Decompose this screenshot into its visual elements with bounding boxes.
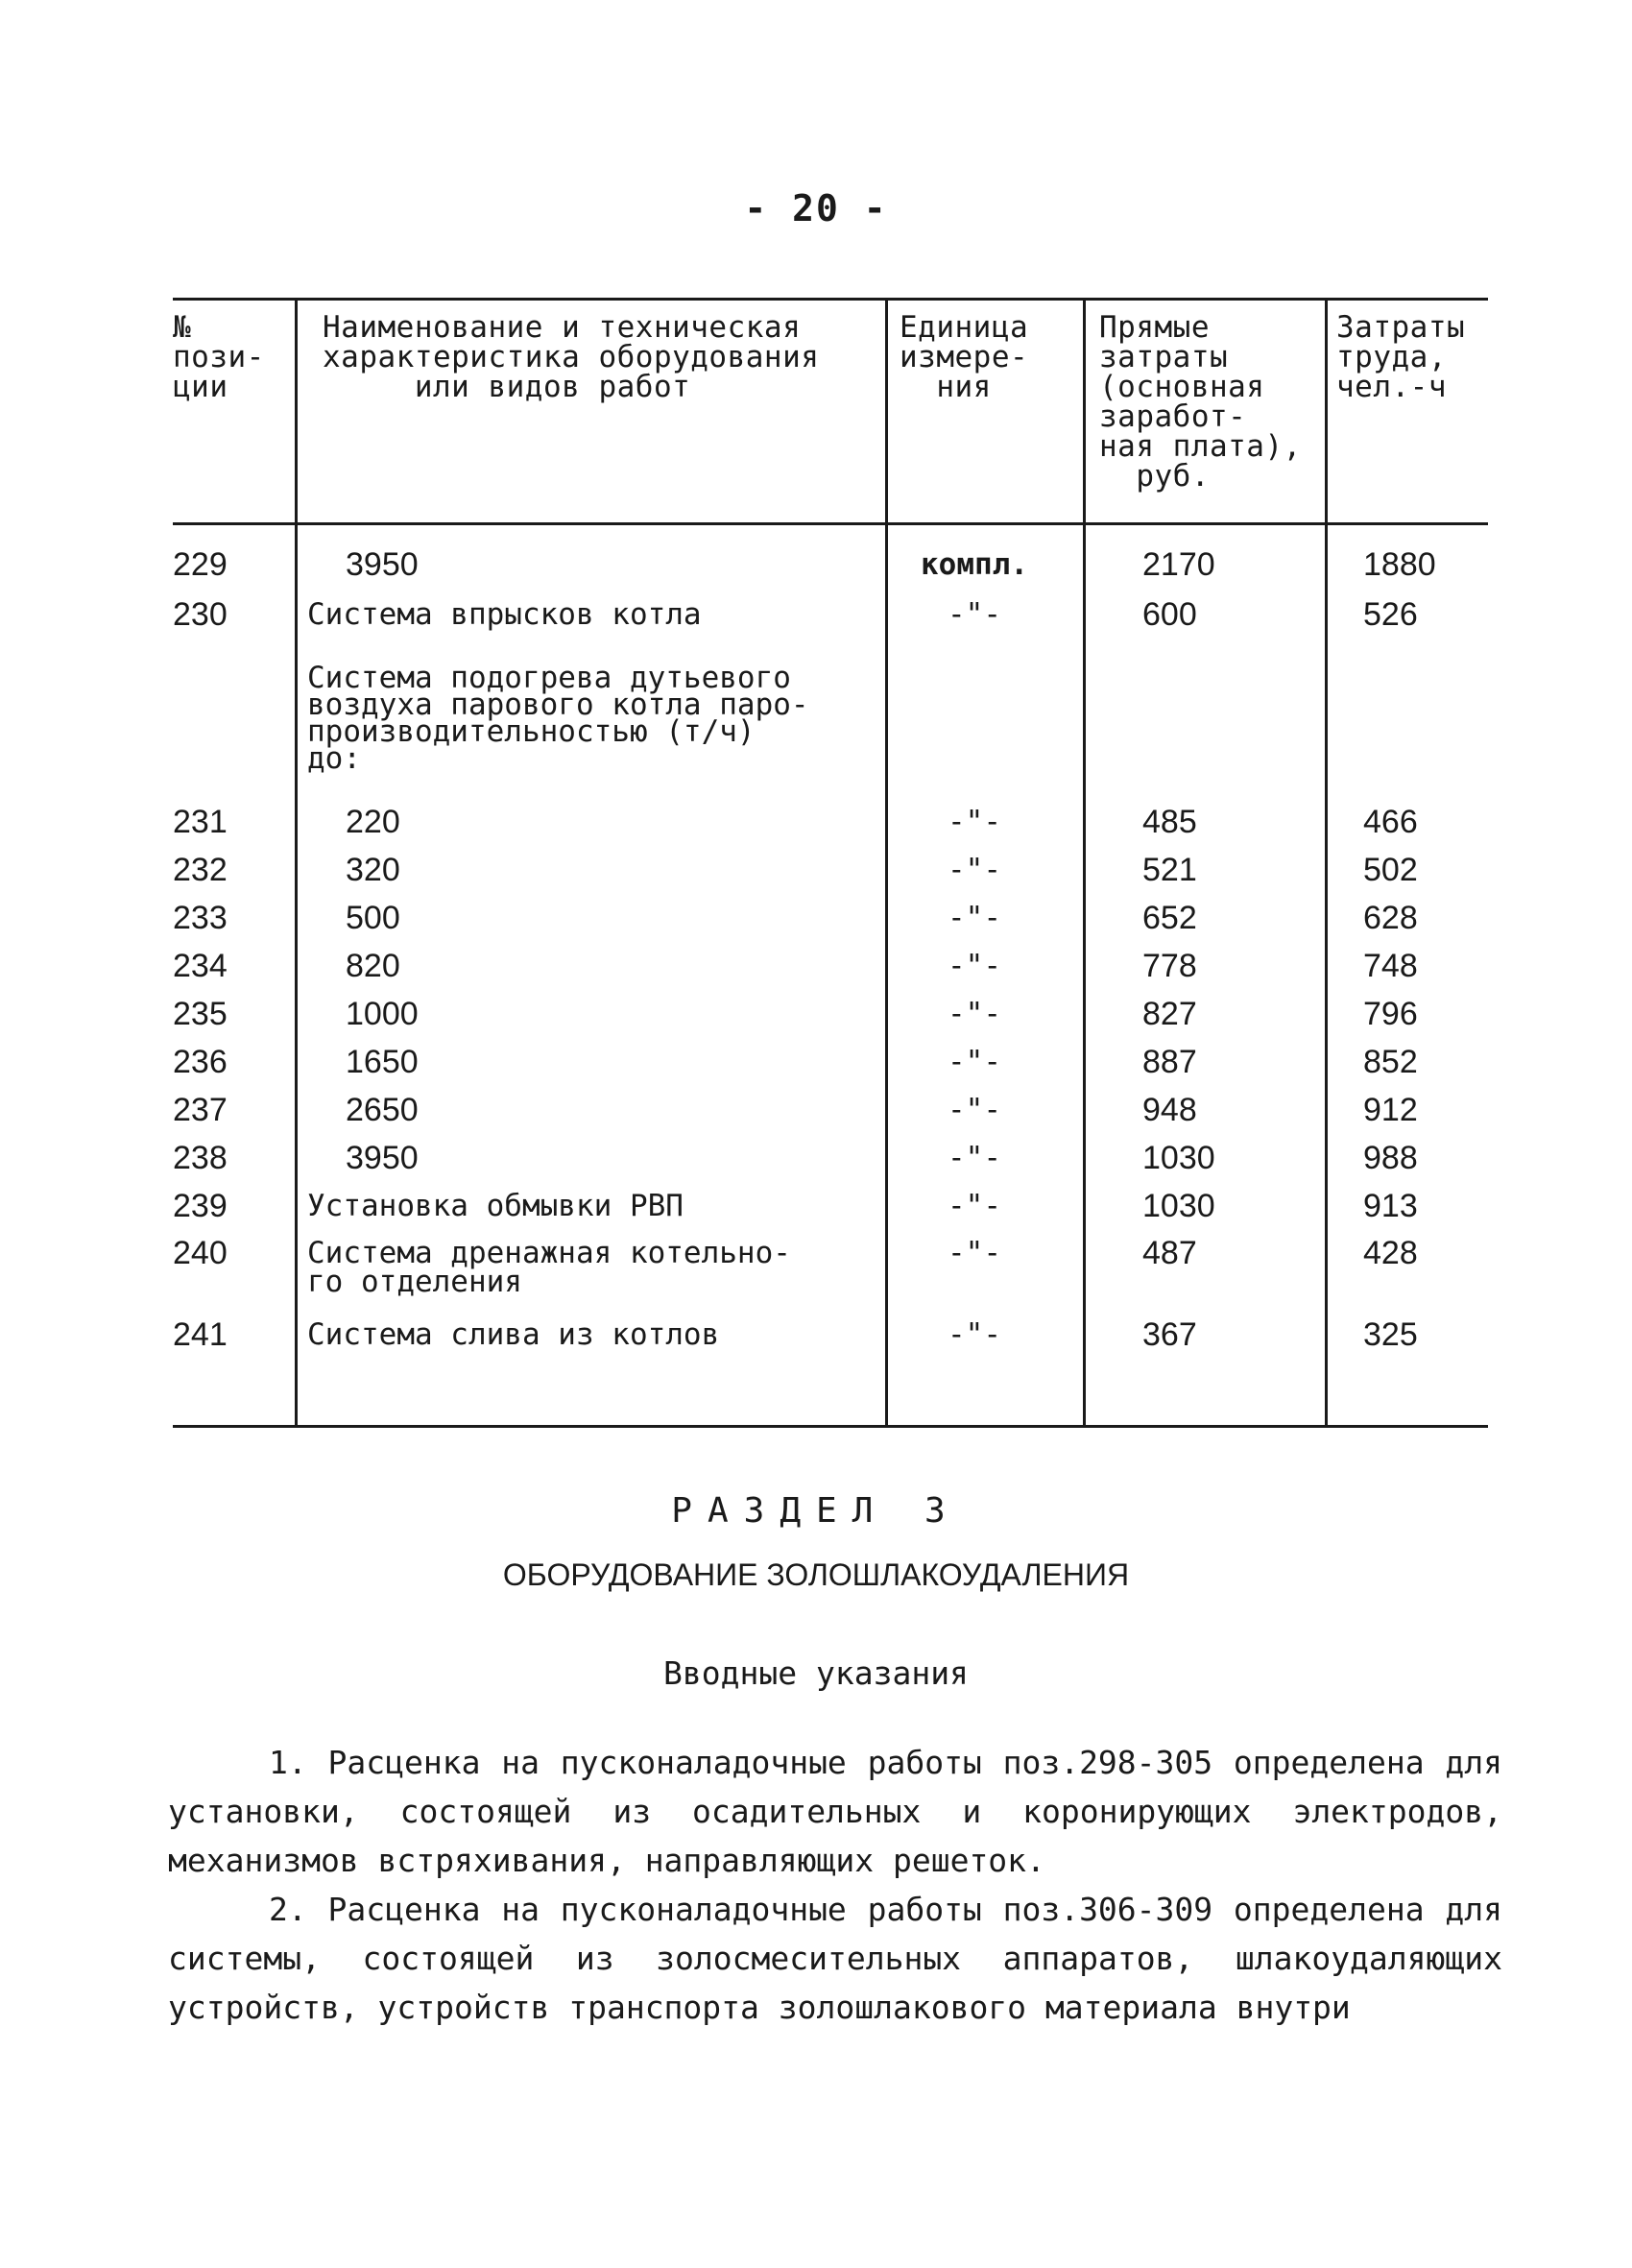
- cell-position: 229: [173, 546, 228, 583]
- cell-unit: -"-: [948, 1236, 1001, 1270]
- cell-unit: -"-: [948, 1093, 1001, 1127]
- column-divider: [1325, 298, 1328, 1428]
- page-number: - 20 -: [744, 187, 888, 229]
- table-header-rule: [173, 522, 1488, 525]
- cell-direct-cost: 887: [1142, 1044, 1197, 1080]
- cell-unit: -"-: [948, 949, 1001, 983]
- header-name: Наименование и техническая характеристика оборудования или видов работ: [323, 310, 820, 404]
- cell-direct-cost: 1030: [1142, 1188, 1215, 1224]
- paragraph: [168, 1738, 1502, 1885]
- cell-labor: 912: [1363, 1092, 1418, 1128]
- paragraph-text: 2. Расценка на пусконаладочные работы поз.306-309 определена для системы, состоящей из золосмесительных аппаратов, шлакоудаляющих устройств, устройств транспорта золошлакового материала внутри: [168, 1891, 1502, 2026]
- cell-labor: 526: [1363, 596, 1418, 633]
- cell-unit: -"-: [948, 1045, 1001, 1079]
- cell-labor: 428: [1363, 1235, 1418, 1271]
- cell-position: 235: [173, 996, 228, 1032]
- cell-name: 220: [346, 804, 400, 840]
- cell-labor: 988: [1363, 1140, 1418, 1176]
- table-top-rule: [173, 298, 1488, 301]
- section-heading: РАЗДЕЛ 3: [671, 1491, 961, 1531]
- cell-direct-cost: 778: [1142, 948, 1197, 984]
- cell-unit: -"-: [948, 1189, 1001, 1223]
- cell-position: 240: [173, 1235, 228, 1271]
- cell-labor: 325: [1363, 1316, 1418, 1353]
- cell-unit: -"-: [948, 1317, 1001, 1352]
- cell-position: 238: [173, 1140, 228, 1176]
- cell-position: 230: [173, 596, 228, 633]
- cell-direct-cost: 1030: [1142, 1140, 1215, 1176]
- cell-position: 236: [173, 1044, 228, 1080]
- table-bottom-rule: [173, 1425, 1488, 1428]
- cell-name: 1000: [346, 996, 419, 1032]
- cell-direct-cost: 600: [1142, 596, 1197, 633]
- intro-heading: Вводные указания: [663, 1654, 969, 1692]
- cell-labor: 628: [1363, 900, 1418, 936]
- cell-direct-cost: 2170: [1142, 546, 1215, 583]
- paragraph: [168, 1885, 1502, 2032]
- header-unit: Единица измере- ния: [900, 310, 1029, 404]
- cell-name: 2650: [346, 1092, 419, 1128]
- cell-name: 1650: [346, 1044, 419, 1080]
- cell-direct-cost: 948: [1142, 1092, 1197, 1128]
- cell-unit: -"-: [948, 597, 1001, 632]
- cell-labor: 913: [1363, 1188, 1418, 1224]
- cell-name: Система подогрева дутьевого воздуха парового котла паро- производительностью (т/ч) до:: [307, 661, 809, 776]
- cell-direct-cost: 521: [1142, 852, 1197, 888]
- cell-labor: 852: [1363, 1044, 1418, 1080]
- column-divider: [295, 298, 298, 1428]
- cell-position: 237: [173, 1092, 228, 1128]
- cell-name: 320: [346, 852, 400, 888]
- cell-position: 232: [173, 852, 228, 888]
- cell-name: 820: [346, 948, 400, 984]
- cell-name: 3950: [346, 546, 419, 583]
- cell-unit: -"-: [948, 805, 1001, 839]
- header-direct-cost: Прямые затраты (основная заработ- ная плата), руб.: [1099, 310, 1302, 494]
- cell-unit: -"-: [948, 1141, 1001, 1175]
- cell-labor: 502: [1363, 852, 1418, 888]
- cell-position: 231: [173, 804, 228, 840]
- cell-direct-cost: 367: [1142, 1316, 1197, 1353]
- cell-position: 233: [173, 900, 228, 936]
- cell-direct-cost: 652: [1142, 900, 1197, 936]
- cell-name: 500: [346, 900, 400, 936]
- cell-labor: 466: [1363, 804, 1418, 840]
- cell-unit: -"-: [948, 853, 1001, 887]
- cell-name: Система впрысков котла: [307, 597, 702, 632]
- cell-direct-cost: 827: [1142, 996, 1197, 1032]
- cell-unit: -"-: [948, 997, 1001, 1031]
- cell-position: 239: [173, 1188, 228, 1224]
- cell-position: 241: [173, 1316, 228, 1353]
- price-table: [173, 298, 1488, 1428]
- cell-name: Установка обмывки РВП: [307, 1189, 684, 1223]
- header-position: № пози- ции: [173, 310, 265, 404]
- cell-labor: 796: [1363, 996, 1418, 1032]
- column-divider: [1083, 298, 1086, 1428]
- paragraph-text: 1. Расценка на пусконаладочные работы поз.298-305 определена для установки, состоящей из осадительных и коронирующих электродов, механизмов встряхивания, направляющих решеток.: [168, 1744, 1502, 1879]
- cell-labor: 1880: [1363, 546, 1436, 583]
- section-subtitle: ОБОРУДОВАНИЕ ЗОЛОШЛАКОУДАЛЕНИЯ: [502, 1557, 1130, 1592]
- header-labor: Затраты труда, чел.-ч: [1336, 310, 1466, 404]
- cell-position: 234: [173, 948, 228, 984]
- cell-name: Система дренажная котельно- го отделения: [307, 1236, 791, 1299]
- cell-direct-cost: 487: [1142, 1235, 1197, 1271]
- cell-name: Система слива из котлов: [307, 1317, 720, 1352]
- cell-unit: компл.: [921, 547, 1028, 582]
- cell-unit: -"-: [948, 901, 1001, 935]
- cell-labor: 748: [1363, 948, 1418, 984]
- cell-direct-cost: 485: [1142, 804, 1197, 840]
- cell-name: 3950: [346, 1140, 419, 1176]
